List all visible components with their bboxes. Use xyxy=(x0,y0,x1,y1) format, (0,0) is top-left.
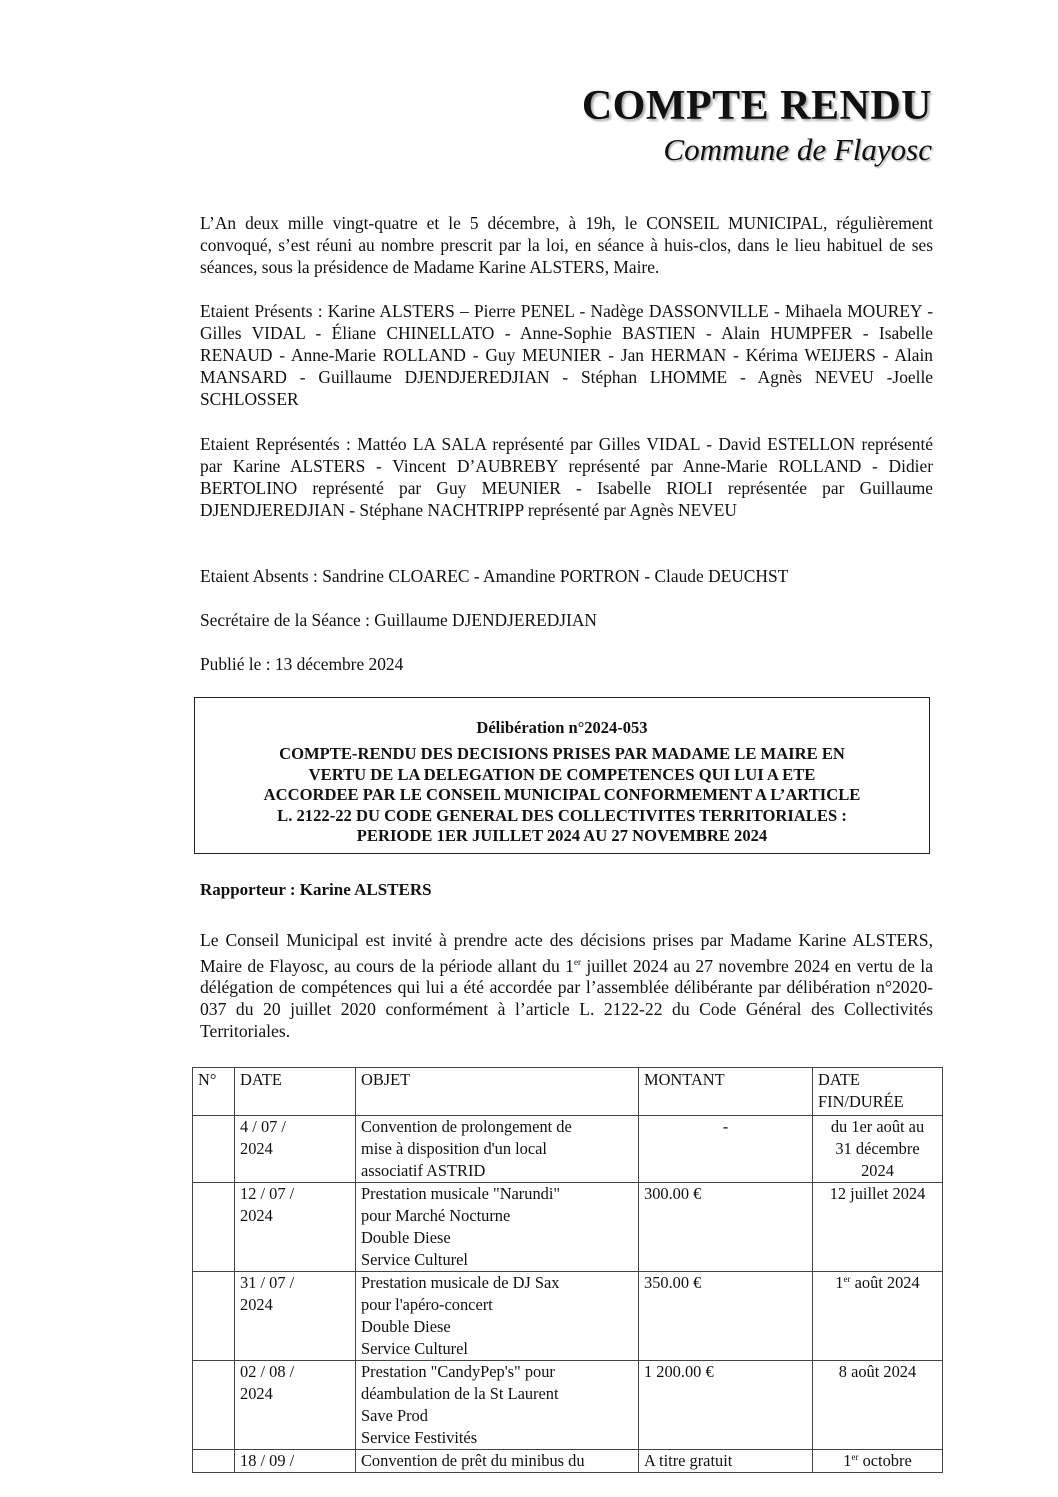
deliberation-title-line: PERIODE 1ER JUILLET 2024 AU 27 NOVEMBRE 2024 xyxy=(356,826,768,846)
cell-objet-line: Service Culturel xyxy=(361,1339,468,1358)
opening-paragraph: L’An deux mille vingt-quatre et le 5 décembre, à 19h, le CONSEIL MUNICIPAL, régulièrement convoqué, s’est réuni au nombre prescrit par la loi, en séance à huis-clos, dans le lieu habituel de ses séances, sous la présidence de Madame Karine ALSTERS, Maire. xyxy=(200,213,933,277)
cell-objet-line: Double Diese xyxy=(361,1317,451,1336)
cell-date-fin-text: 1 xyxy=(843,1451,852,1470)
header-date-fin xyxy=(813,1068,943,1116)
cell-date xyxy=(235,1272,356,1361)
cell-montant: 1 200.00 € xyxy=(639,1361,813,1450)
table-row xyxy=(193,1116,943,1183)
deliberation-title-line: L. 2122-22 DU CODE GENERAL DES COLLECTIVITES TERRITORIALES : xyxy=(277,805,847,825)
deliberation-box xyxy=(194,697,930,854)
cell-montant: 350.00 € xyxy=(639,1272,813,1361)
cell-date-fin-line: 2024 xyxy=(861,1161,894,1180)
cell-objet-line: Prestation "CandyPep's" pour xyxy=(361,1362,555,1381)
cell-date: 18 / 09 / xyxy=(235,1450,356,1473)
header-objet: OBJET xyxy=(356,1068,639,1116)
table-row xyxy=(193,1450,943,1473)
cell-date-line: 12 / 07 / xyxy=(240,1184,295,1203)
table-header-row xyxy=(193,1068,943,1116)
cell-objet: Convention de prêt du minibus du xyxy=(356,1450,639,1473)
cell-date-fin xyxy=(813,1183,943,1272)
decisions-table xyxy=(192,1067,943,1473)
cell-objet-line: mise à disposition d'un local xyxy=(361,1139,547,1158)
cell-date-fin xyxy=(813,1272,943,1361)
cell-objet-line: Double Diese xyxy=(361,1228,451,1247)
intro-paragraph xyxy=(200,930,933,1043)
cell-date-line: 4 / 07 / xyxy=(240,1117,286,1136)
cell-num xyxy=(193,1272,235,1361)
cell-objet-line: Service Culturel xyxy=(361,1250,468,1269)
intro-text-end: juillet 2024 au 27 novembre 2024 en vertu de la délégation de compétences qui lui a été accordée par l’assemblée délibérante par délibération n°2020-037 du 20 juillet 2020 conformément à l’article L. 2122-22 du Code Général des Collectivités Territoriales. xyxy=(200,955,933,1042)
cell-objet-line: Prestation musicale "Narundi" xyxy=(361,1184,561,1203)
cell-objet-line: déambulation de la St Laurent xyxy=(361,1384,559,1403)
header-date-fin-line1: DATE xyxy=(818,1070,860,1089)
cell-num xyxy=(193,1183,235,1272)
document-title: COMPTE RENDU xyxy=(581,83,932,129)
cell-objet-line: associatif ASTRID xyxy=(361,1161,486,1180)
cell-objet-line: pour l'apéro-concert xyxy=(361,1295,493,1314)
cell-date-line: 2024 xyxy=(240,1295,273,1314)
header-date-fin-line2: FIN/DURÉE xyxy=(818,1092,904,1111)
table-row xyxy=(193,1272,943,1361)
cell-date-line: 02 / 08 / xyxy=(240,1362,295,1381)
cell-date xyxy=(235,1116,356,1183)
ordinal-superscript: er xyxy=(851,1452,859,1462)
secretary-line: Secrétaire de la Séance : Guillaume DJENDJEREDJIAN xyxy=(200,610,597,630)
cell-montant: A titre gratuit xyxy=(639,1450,813,1473)
deliberation-title xyxy=(195,744,929,847)
cell-date-fin-text: août 2024 xyxy=(850,1273,920,1292)
cell-date-fin-line: 31 décembre xyxy=(835,1139,920,1158)
cell-objet xyxy=(356,1183,639,1272)
cell-objet-line: Service Festivités xyxy=(361,1428,478,1447)
document-subtitle: Commune de Flayosc xyxy=(663,132,932,167)
cell-date-fin-text: 1 xyxy=(835,1273,844,1292)
table-row xyxy=(193,1183,943,1272)
cell-date-fin-text: 12 juillet 2024 xyxy=(829,1184,926,1203)
absents-line: Etaient Absents : Sandrine CLOAREC - Amandine PORTRON - Claude DEUCHST xyxy=(200,566,789,586)
cell-date-line: 2024 xyxy=(240,1206,273,1225)
deliberation-title-line: ACCORDEE PAR LE CONSEIL MUNICIPAL CONFORMEMENT A L’ARTICLE xyxy=(263,785,861,805)
deliberation-title-line: COMPTE-RENDU DES DECISIONS PRISES PAR MADAME LE MAIRE EN xyxy=(279,744,845,763)
cell-date-fin xyxy=(813,1361,943,1450)
cell-date xyxy=(235,1183,356,1272)
presents-paragraph: Etaient Présents : Karine ALSTERS – Pierre PENEL - Nadège DASSONVILLE - Mihaela MOUREY - Gilles VIDAL - Éliane CHINELLATO - Anne-Sophie BASTIEN - Alain HUMPFER - Isabelle RENAUD - Anne-Marie ROLLAND - Guy MEUNIER - Jan HERMAN - Kérima WEIJERS - Alain MANSARD - Guillaume DJENDJEREDJIAN - Stéphan LHOMME - Agnès NEVEU -Joelle SCHLOSSER xyxy=(200,301,933,409)
published-line: Publié le : 13 décembre 2024 xyxy=(200,654,404,674)
cell-num xyxy=(193,1450,235,1473)
ordinal-superscript: er xyxy=(843,1274,851,1284)
cell-num xyxy=(193,1361,235,1450)
cell-date xyxy=(235,1361,356,1450)
cell-date-fin-text: 8 août 2024 xyxy=(838,1362,917,1381)
represented-paragraph: Etaient Représentés : Mattéo LA SALA représenté par Gilles VIDAL - David ESTELLON représenté par Karine ALSTERS - Vincent D’AUBREBY représenté par Anne-Marie ROLLAND - Didier BERTOLINO représenté par Guy MEUNIER - Isabelle RIOLI représentée par Guillaume DJENDJEREDJIAN - Stéphane NACHTRIPP représenté par Agnès NEVEU xyxy=(200,434,933,520)
deliberation-number: Délibération n°2024-053 xyxy=(476,718,648,737)
header-montant: MONTANT xyxy=(639,1068,813,1116)
header-date: DATE xyxy=(235,1068,356,1116)
cell-date-line: 2024 xyxy=(240,1384,273,1403)
deliberation-title-line: VERTU DE LA DELEGATION DE COMPETENCES QUI LUI A ETE xyxy=(308,764,816,784)
cell-date-line: 31 / 07 / xyxy=(240,1273,295,1292)
cell-objet xyxy=(356,1361,639,1450)
ordinal-superscript: er xyxy=(573,956,581,967)
cell-date-fin xyxy=(813,1450,943,1473)
cell-objet-line: pour Marché Nocturne xyxy=(361,1206,511,1225)
cell-objet xyxy=(356,1116,639,1183)
header-num: N° xyxy=(193,1068,235,1116)
cell-montant: 300.00 € xyxy=(639,1183,813,1272)
cell-num xyxy=(193,1116,235,1183)
cell-montant: - xyxy=(639,1116,813,1183)
cell-date-line: 2024 xyxy=(240,1139,273,1158)
cell-objet-line: Convention de prolongement de xyxy=(361,1117,572,1136)
cell-objet-line: Prestation musicale de DJ Sax xyxy=(361,1273,560,1292)
table-row xyxy=(193,1361,943,1450)
rapporteur-line: Rapporteur : Karine ALSTERS xyxy=(200,880,432,899)
intro-text-start: Le Conseil Municipal est invité à prendre acte des décisions prises par Madame Karine ALSTERS, Maire de Flayosc, au cours de la période allant du 1 xyxy=(200,930,933,976)
cell-date-fin-line: du 1er août au xyxy=(830,1117,925,1136)
cell-objet-line: Save Prod xyxy=(361,1406,428,1425)
cell-date-fin-text: octobre xyxy=(858,1451,912,1470)
cell-objet xyxy=(356,1272,639,1361)
cell-date-fin xyxy=(813,1116,943,1183)
